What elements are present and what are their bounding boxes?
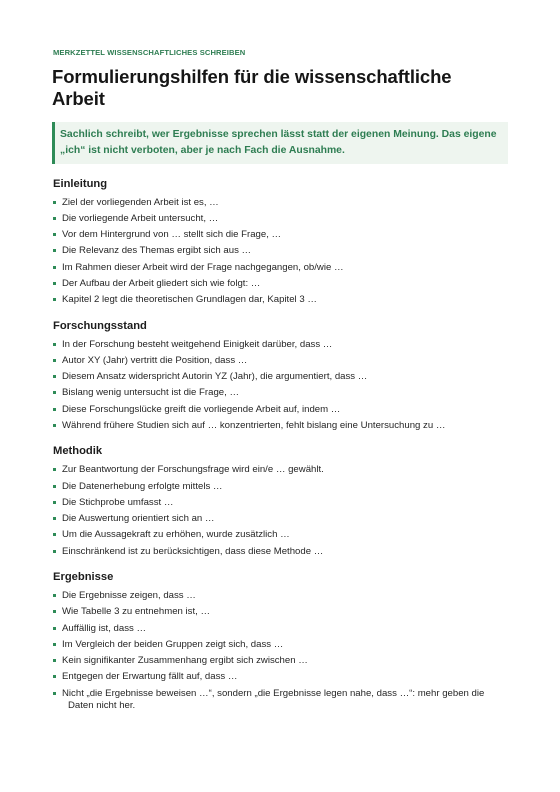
bullet-icon	[53, 391, 56, 394]
section-ergebnisse	[52, 571, 508, 712]
document-title: Formulierungshilfen für die wissenschaftliche Arbeit	[52, 66, 452, 110]
bullet-icon	[53, 343, 56, 346]
bullet-icon	[53, 675, 56, 678]
bullet-icon	[53, 692, 56, 695]
bullet-icon	[53, 359, 56, 362]
list-item: Im Vergleich der beiden Gruppen zeigt sich, dass …	[52, 639, 508, 651]
section-heading: Forschungsstand	[53, 319, 147, 332]
list-item: Diese Forschungslücke greift die vorliegende Arbeit auf, indem …	[52, 404, 508, 416]
bullet-icon	[53, 643, 56, 646]
list-item: Nicht „die Ergebnisse beweisen …“, sondern „die Ergebnisse legen nahe, dass …“: mehr geben die Daten nicht her.	[52, 688, 508, 712]
list-item: Die Stichprobe umfasst …	[52, 497, 508, 509]
bullet-icon	[53, 533, 56, 536]
bullet-icon	[53, 550, 56, 553]
document-kicker: MERKZETTEL WISSENSCHAFTLICHES SCHREIBEN	[53, 48, 246, 57]
bullet-icon	[53, 233, 56, 236]
bullet-icon	[53, 594, 56, 597]
phrase-list	[52, 197, 508, 307]
list-item: Kein signifikanter Zusammenhang ergibt sich zwischen …	[52, 655, 508, 667]
section-forschungsstand	[52, 320, 508, 433]
intro-callout: Sachlich schreibt, wer Ergebnisse sprechen lässt statt der eigenen Meinung. Das eigene „ich“ ist nicht verboten, aber je nach Fach die Ausnahme.	[52, 122, 508, 163]
bullet-icon	[53, 485, 56, 488]
bullet-icon	[53, 468, 56, 471]
list-item: Diesem Ansatz widerspricht Autorin YZ (Jahr), die argumentiert, dass …	[52, 371, 508, 383]
list-item: Ziel der vorliegenden Arbeit ist es, …	[52, 197, 508, 209]
phrase-list	[52, 590, 508, 712]
list-item: Wie Tabelle 3 zu entnehmen ist, …	[52, 606, 508, 618]
list-item: Die Datenerhebung erfolgte mittels …	[52, 481, 508, 493]
list-item: Die Ergebnisse zeigen, dass …	[52, 590, 508, 602]
list-item: Kapitel 2 legt die theoretischen Grundlagen dar, Kapitel 3 …	[52, 294, 508, 306]
list-item: Entgegen der Erwartung fällt auf, dass …	[52, 671, 508, 683]
bullet-icon	[53, 501, 56, 504]
bullet-icon	[53, 298, 56, 301]
bullet-icon	[53, 201, 56, 204]
list-item: Die Relevanz des Themas ergibt sich aus …	[52, 245, 508, 257]
list-item: Zur Beantwortung der Forschungsfrage wird ein/e … gewählt.	[52, 464, 508, 476]
bullet-icon	[53, 217, 56, 220]
bullet-icon	[53, 610, 56, 613]
bullet-icon	[53, 266, 56, 269]
list-item: Der Aufbau der Arbeit gliedert sich wie folgt: …	[52, 278, 508, 290]
phrase-list	[52, 339, 508, 433]
bullet-icon	[53, 408, 56, 411]
list-item: Autor XY (Jahr) vertritt die Position, dass …	[52, 355, 508, 367]
section-methodik	[52, 445, 508, 558]
section-heading: Methodik	[53, 445, 103, 458]
list-item: Auffällig ist, dass …	[52, 623, 508, 635]
list-item: Einschränkend ist zu berücksichtigen, dass diese Methode …	[52, 546, 508, 558]
bullet-icon	[53, 517, 56, 520]
section-einleitung	[52, 178, 508, 307]
list-item: Vor dem Hintergrund von … stellt sich die Frage, …	[52, 229, 508, 241]
list-item: Während frühere Studien sich auf … konzentrierten, fehlt bislang eine Untersuchung zu …	[52, 420, 508, 432]
list-item: Um die Aussagekraft zu erhöhen, wurde zusätzlich …	[52, 529, 508, 541]
bullet-icon	[53, 424, 56, 427]
list-item: Die Auswertung orientiert sich an …	[52, 513, 508, 525]
section-heading: Ergebnisse	[53, 570, 114, 583]
list-item: Im Rahmen dieser Arbeit wird der Frage nachgegangen, ob/wie …	[52, 262, 508, 274]
bullet-icon	[53, 375, 56, 378]
list-item: Die vorliegende Arbeit untersucht, …	[52, 213, 508, 225]
phrase-list	[52, 464, 508, 558]
section-heading: Einleitung	[53, 177, 108, 190]
bullet-icon	[53, 249, 56, 252]
bullet-icon	[53, 282, 56, 285]
bullet-icon	[53, 659, 56, 662]
list-item: Bislang wenig untersucht ist die Frage, …	[52, 387, 508, 399]
list-item: In der Forschung besteht weitgehend Einigkeit darüber, dass …	[52, 339, 508, 351]
bullet-icon	[53, 627, 56, 630]
